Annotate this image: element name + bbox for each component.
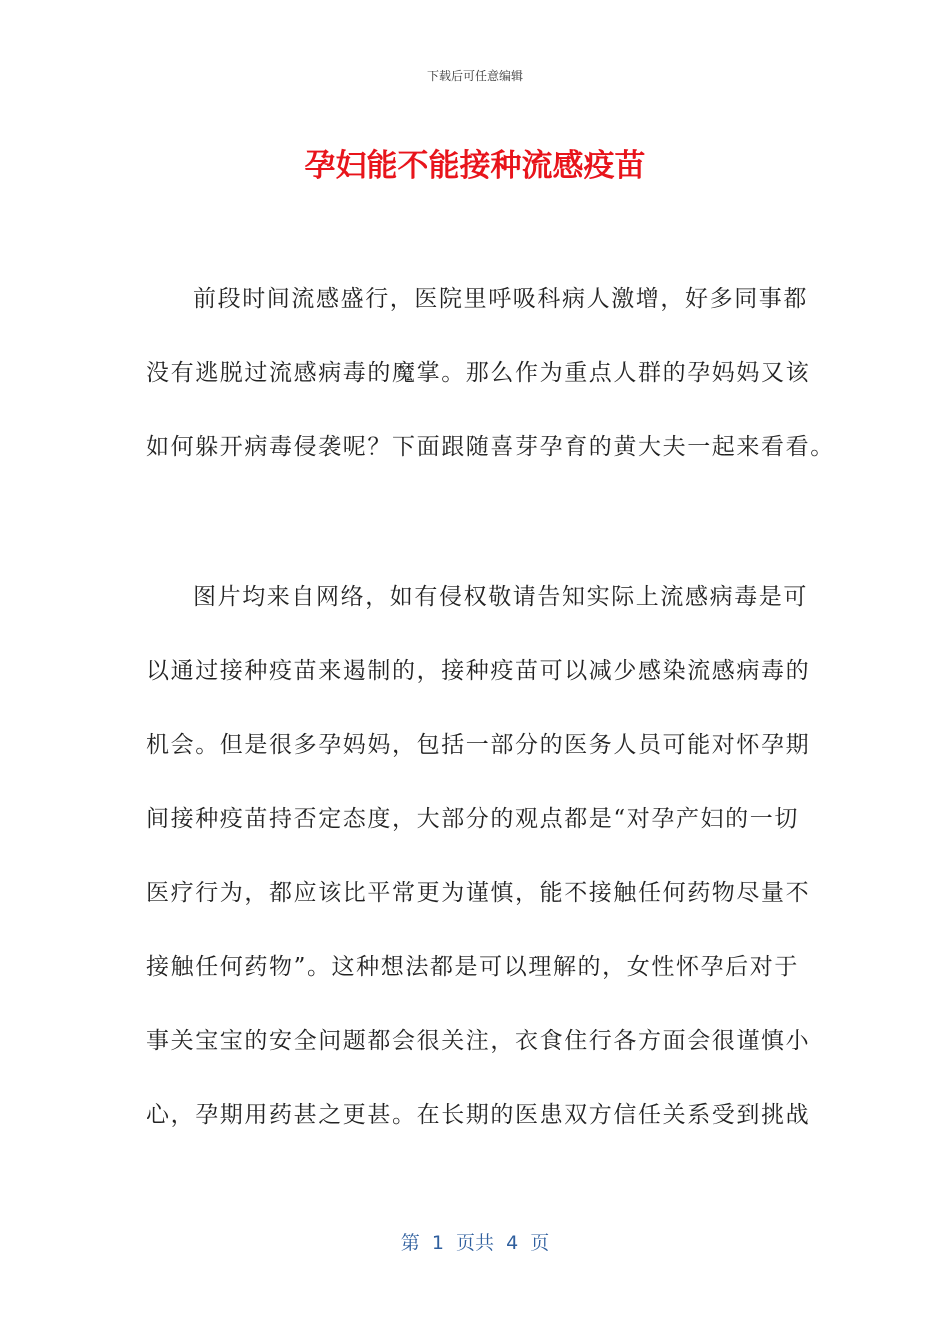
header-note: 下载后可任意编辑 (426, 69, 523, 83)
paragraph-line: 以通过接种疫苗来遏制的，接种疫苗可以减少感染流感病毒的 (146, 658, 811, 684)
page-number-footer: 第 1 页共 4 页 (400, 1232, 550, 1254)
document-title: 孕妇能不能接种流感疫苗 (304, 148, 646, 184)
paragraph-line: 间接种疫苗持否定态度，大部分的观点都是“对孕产妇的一切 (146, 806, 799, 832)
paragraph-line: 心，孕期用药甚之更甚。在长期的医患双方信任关系受到挑战 (146, 1102, 811, 1128)
paragraph-line: 接触任何药物”。这种想法都是可以理解的，女性怀孕后对于 (146, 954, 799, 980)
paragraph-line: 没有逃脱过流感病毒的魔掌。那么作为重点人群的孕妈妈又该 (146, 360, 811, 386)
paragraph-line: 机会。但是很多孕妈妈，包括一部分的医务人员可能对怀孕期 (146, 732, 811, 758)
paragraph-line: 医疗行为，都应该比平常更为谨慎，能不接触任何药物尽量不 (146, 880, 811, 906)
paragraph-line: 如何躲开病毒侵袭呢？下面跟随喜芽孕育的黄大夫一起来看看。 (146, 434, 835, 460)
paragraph-line: 事关宝宝的安全问题都会很关注，衣食住行各方面会很谨慎小 (146, 1028, 811, 1054)
paragraph-line: 图片均来自网络，如有侵权敬请告知实际上流感病毒是可 (193, 584, 808, 610)
paragraph-line: 前段时间流感盛行，医院里呼吸科病人激增，好多同事都 (193, 286, 808, 312)
